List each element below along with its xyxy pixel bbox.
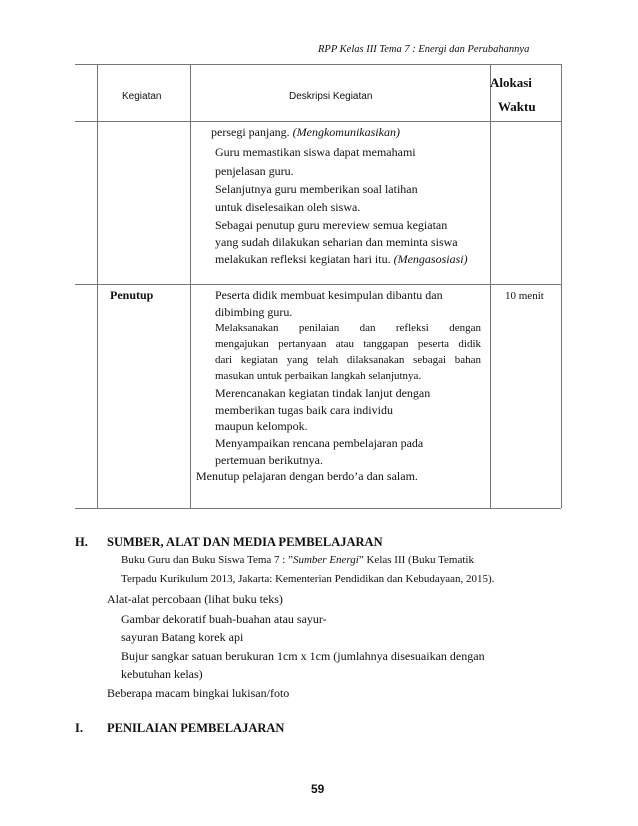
table-col-divider-1 [190,64,191,508]
penutup-item: Peserta didik membuat kesimpulan dibantu dan [215,288,443,302]
penutup-item: Melaksanakan penilaian dan refleksi dengan [215,322,481,334]
penutup-item: Merencanakan kegiatan tindak lanjut dengan [215,386,431,400]
section-h-title: SUMBER, ALAT DAN MEDIA PEMBELAJARAN [107,535,383,549]
sumber-buku-line-2: Terpadu Kurikulum 2013, Jakarta: Kementerian Pendidikan dan Kebudayaan, 2015). [121,573,495,585]
penutup-item: Menyampaikan rencana pembelajaran pada [215,436,424,450]
sumber-gambar-line-1: Gambar dekoratif buah-buahan atau sayur- [121,612,327,626]
penutup-item: memberikan tugas baik cara individu [215,403,393,417]
sumber-gambar-line-2: sayuran Batang korek api [121,630,244,644]
penutup-label: Penutup [110,288,154,302]
inti-line: penjelasan guru. [215,164,294,178]
header-rule [75,64,561,65]
penutup-item: dari kegiatan yang telah dilaksanakan sebagai bahan [215,354,481,366]
col-header-deskripsi: Deskripsi Kegiatan [289,91,373,102]
running-title: RPP Kelas III Tema 7 : Energi dan Perubahannya [318,44,530,55]
inti-line-mengasosiasi: melakukan refleksi kegiatan hari itu. (Mengasosiasi) [215,252,468,266]
col-header-waktu: Waktu [498,99,536,114]
table-left-border [97,64,98,508]
sumber-bingkai: Beberapa macam bingkai lukisan/foto [107,686,290,700]
table-bottom-border [75,508,561,509]
inti-line: Selanjutnya guru memberikan soal latihan [215,182,418,196]
inti-line: Guru memastikan siswa dapat memahami [215,145,416,159]
section-i-number: I. [75,721,83,735]
table-row-divider [75,284,561,285]
penutup-item: mengajukan pertanyaan atau tanggapan peserta didik [215,338,481,350]
inti-line: Sebagai penutup guru mereview semua kegiatan [215,218,448,232]
sumber-alat: Alat-alat percobaan (lihat buku teks) [107,592,283,606]
table-right-border [561,64,562,508]
penutup-item: masukan untuk perbaikan langkah selanjutnya. [215,370,422,382]
inti-line: untuk diselesaikan oleh siswa. [215,200,361,214]
inti-line: yang sudah dilakukan seharian dan meminta siswa [215,235,458,249]
penutup-item: pertemuan berikutnya. [215,453,323,467]
penutup-alokasi: 10 menit [505,290,544,302]
section-h-number: H. [75,535,88,549]
penutup-item: Menutup pelajaran dengan berdo’a dan salam. [196,469,418,483]
section-i-title: PENILAIAN PEMBELAJARAN [107,721,285,735]
table-col-divider-2 [490,64,491,508]
col-header-kegiatan: Kegiatan [122,91,162,102]
sumber-buku-line-1: Buku Guru dan Buku Siswa Tema 7 : ”Sumber Energi” Kelas III (Buku Tematik [121,554,474,566]
sumber-bujur-line-2: kebutuhan kelas) [121,667,203,681]
inti-line-persegi: persegi panjang. (Mengkomunikasikan) [211,125,400,139]
penutup-item: dibimbing guru. [215,305,293,319]
penutup-item: maupun kelompok. [215,419,308,433]
page-number: 59 [311,782,325,796]
sumber-bujur-line-1: Bujur sangkar satuan berukuran 1cm x 1cm (jumlahnya disesuaikan dengan [121,649,485,663]
col-header-alokasi: Alokasi [490,75,532,90]
table-header-divider [75,121,561,122]
